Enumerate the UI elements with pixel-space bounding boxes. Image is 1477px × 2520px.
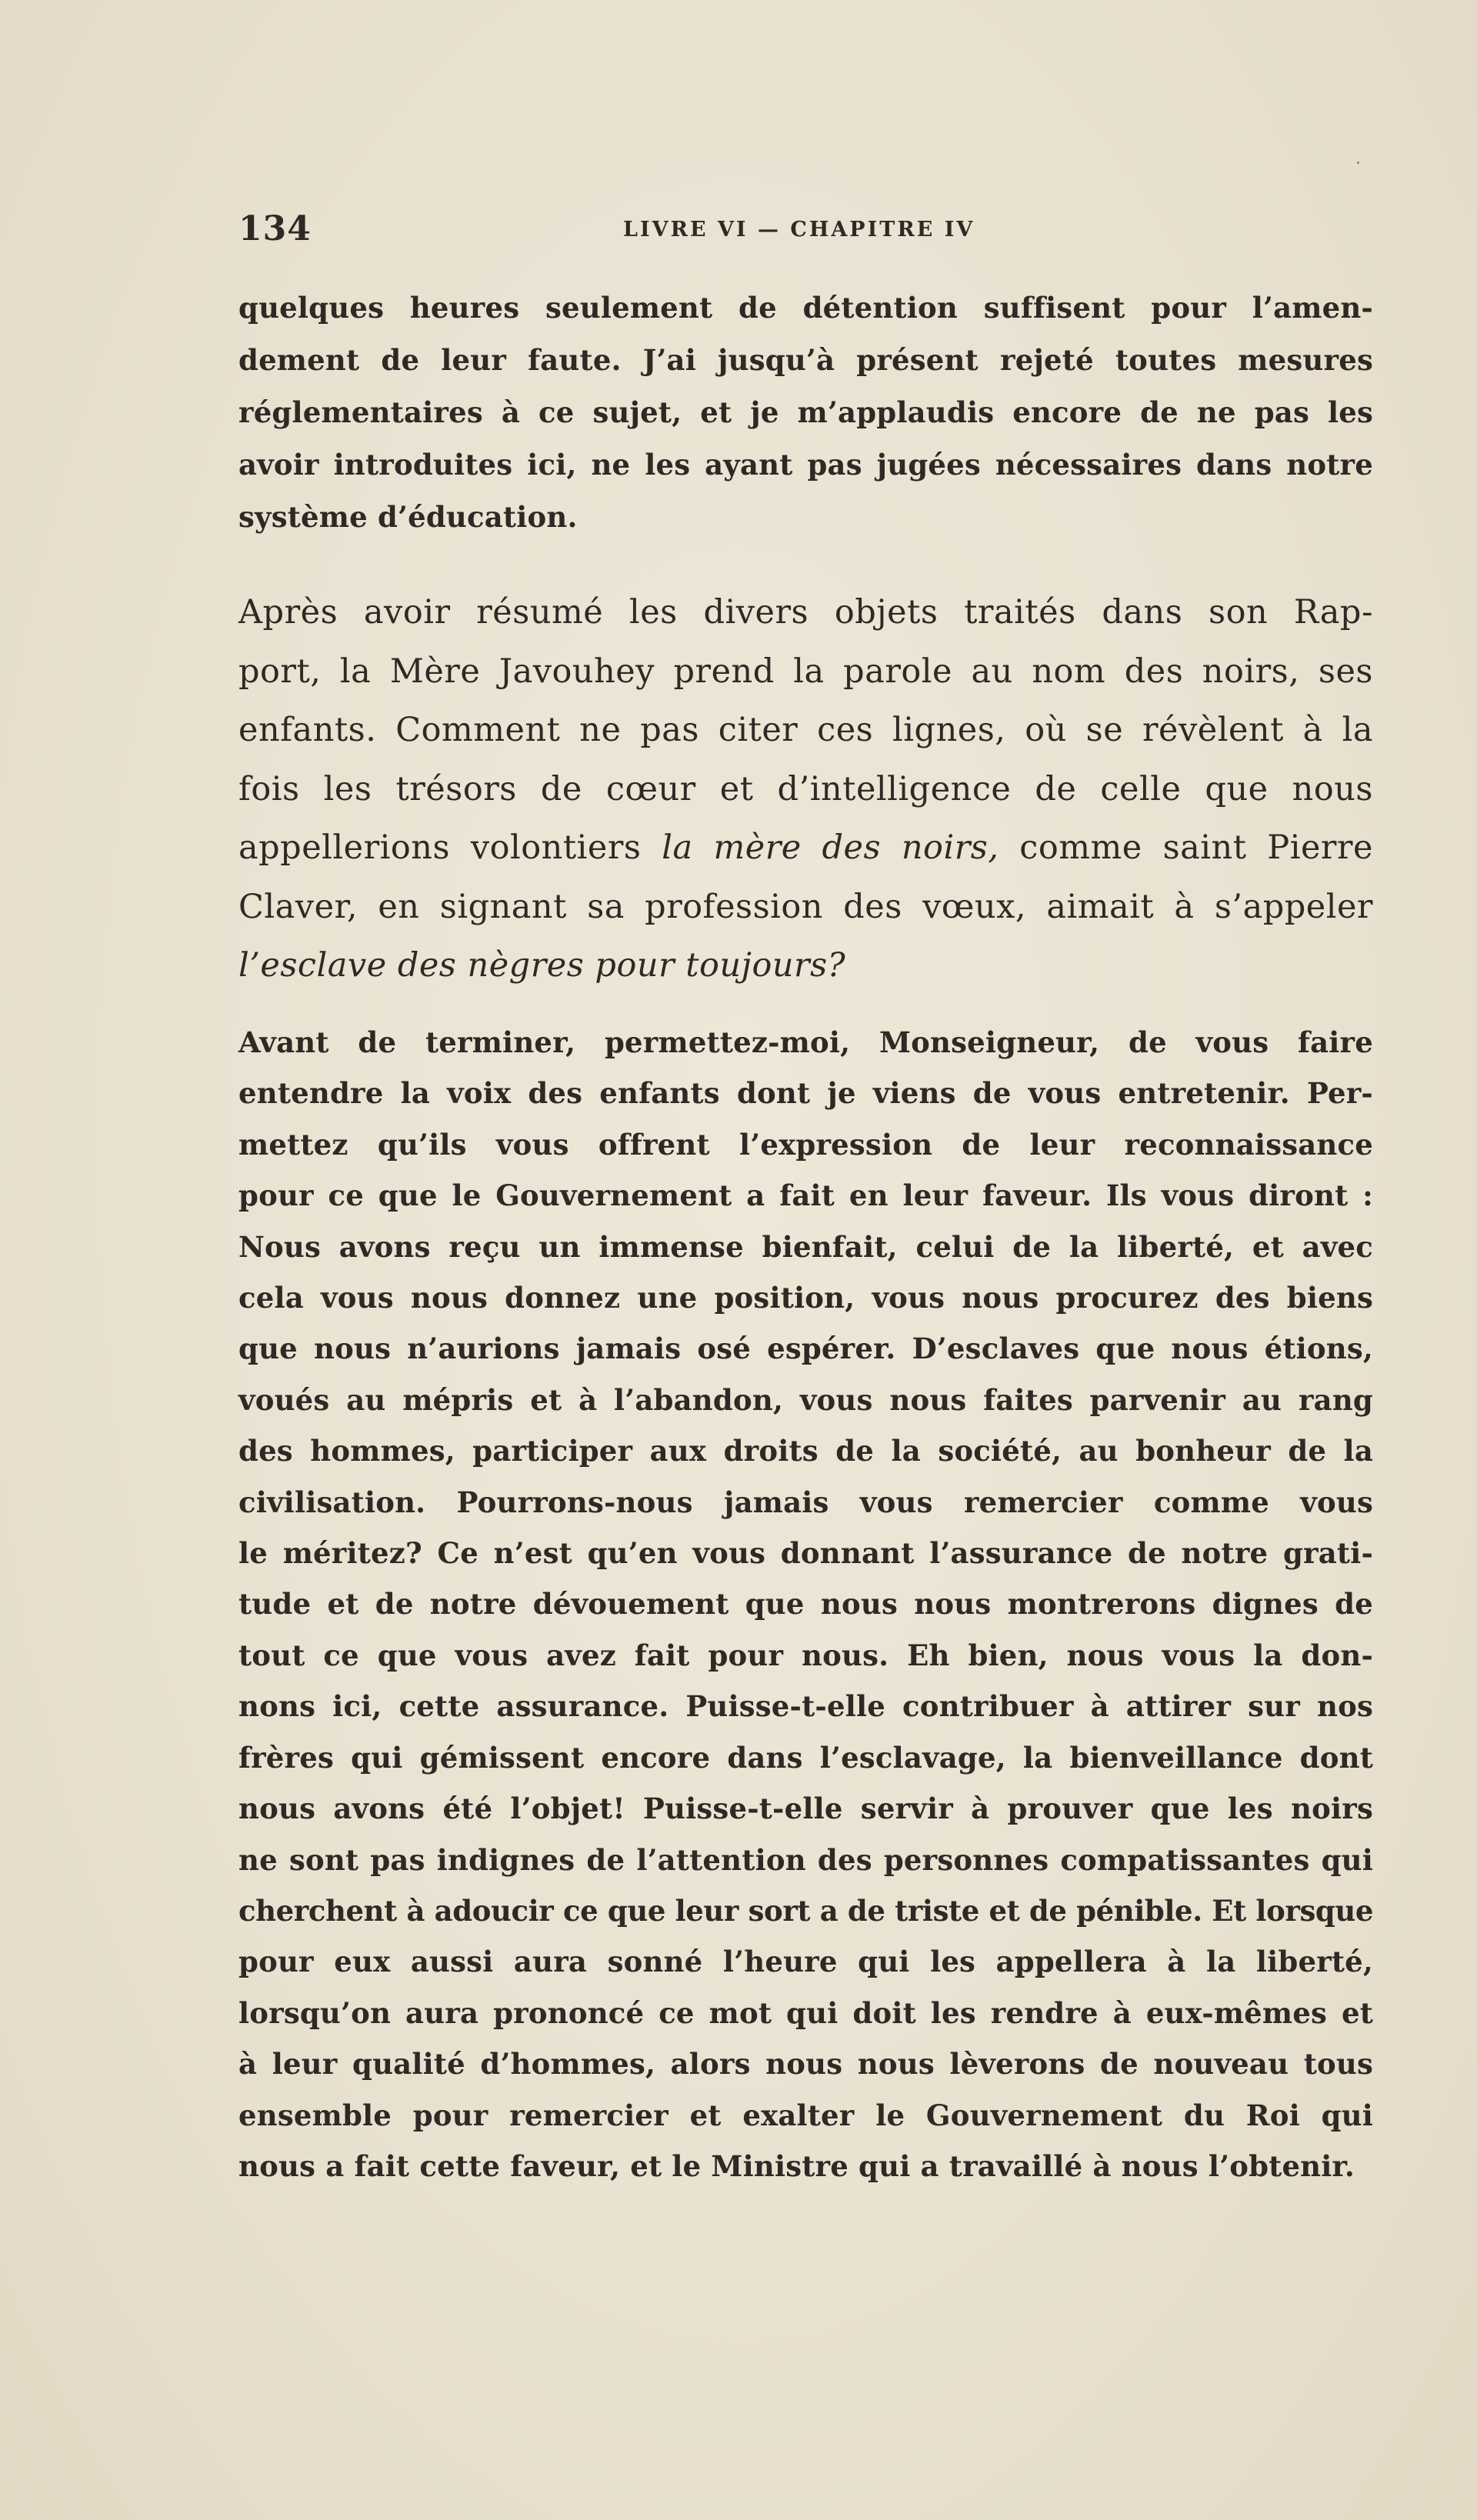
text-line: pour ce que le Gouvernement a fait en leur faveur. Ils vous diront : (238, 1178, 1373, 1213)
text-line: nous a fait cette faveur, et le Ministre qui a travaillé à nous l’obtenir. (238, 2148, 1355, 2183)
text-line: cela vous nous donnez une position, vous nous procurez des biens (238, 1281, 1373, 1315)
text-line: Après avoir résumé les divers objets traités dans son Rap- (238, 593, 1373, 632)
text-segment: appellerions volontiers (238, 828, 662, 867)
paper-speck (1357, 162, 1359, 164)
text-line: mettez qu’ils vous offrent l’expression de leur reconnaissance (238, 1127, 1373, 1162)
text-segment: comme saint Pierre (999, 828, 1373, 867)
text-line-italic (238, 936, 1373, 995)
text-line-with-italic (238, 818, 1373, 878)
page-header (238, 206, 1373, 252)
page-number: 134 (238, 209, 312, 248)
text-line: cherchent à adoucir ce que leur sort a de triste et de pénible. Et lorsque (238, 1893, 1373, 1928)
text-line: Avant de terminer, permettez-moi, Monseigneur, de vous faire (238, 1025, 1373, 1059)
text-line: frères qui gémissent encore dans l’esclavage, la bienveillance dont (238, 1740, 1373, 1775)
text-line: civilisation. Pourrons-nous jamais vous remercier comme vous (238, 1485, 1373, 1519)
quoted-letter (238, 1017, 1373, 2192)
italic-phrase: la mère des noirs, (662, 828, 999, 867)
text-line: nons ici, cette assurance. Puisse-t-elle contribuer à attirer sur nos (238, 1689, 1373, 1724)
text-line: nous avons été l’objet! Puisse-t-elle servir à prouver que les noirs (238, 1792, 1373, 1826)
text-line: ensemble pour remercier et exalter le Gouvernement du Roi qui (238, 2098, 1373, 2132)
text-line: fois les trésors de cœur et d’intelligence de celle que nous (238, 769, 1373, 808)
text-line: lorsqu’on aura prononcé ce mot qui doit les rendre à eux-mêmes et (238, 1995, 1373, 2030)
text-line: enfants. Comment ne pas citer ces lignes, où se révèlent à la (238, 711, 1373, 749)
text-line: tout ce que vous avez fait pour nous. Eh bien, nous vous la don- (238, 1638, 1373, 1672)
text-line: voués au mépris et à l’abandon, vous nous faites parvenir au rang (238, 1382, 1373, 1417)
text-line: dement de leur faute. J’ai jusqu’à présent rejeté toutes mesures (238, 343, 1373, 377)
text-line: des hommes, participer aux droits de la société, au bonheur de la (238, 1434, 1373, 1468)
text-line: tude et de notre dévouement que nous nous montrerons dignes de (238, 1587, 1373, 1622)
text-line: réglementaires à ce sujet, et je m’applaudis encore de ne pas les (238, 395, 1373, 429)
text-line: à leur qualité d’hommes, alors nous nous lèverons de nouveau tous (238, 2047, 1373, 2082)
text-line: que nous n’aurions jamais osé espérer. D’esclaves que nous étions, (238, 1332, 1373, 1366)
text-line: ne sont pas indignes de l’attention des personnes compatissantes qui (238, 1842, 1373, 1877)
text-line: le méritez? Ce n’est qu’en vous donnant l’assurance de notre grati- (238, 1536, 1373, 1571)
italic-phrase: l’esclave des nègres pour toujours? (238, 946, 846, 985)
text-line: port, la Mère Javouhey prend la parole au nom des noirs, ses (238, 652, 1373, 691)
narrative-paragraph (238, 583, 1373, 995)
text-line: Nous avons reçu un immense bienfait, celui de la liberté, et avec (238, 1229, 1373, 1264)
text-line: avoir introduites ici, ne les ayant pas jugées nécessaires dans notre (238, 448, 1373, 482)
text-line: entendre la voix des enfants dont je viens de vous entretenir. Per- (238, 1076, 1373, 1111)
running-head: LIVRE VI — CHAPITRE IV (623, 218, 975, 242)
text-line: système d’éducation. (238, 500, 578, 534)
quote-continuation (238, 282, 1373, 543)
text-line: pour eux aussi aura sonné l’heure qui les appellera à la liberté, (238, 1945, 1373, 1979)
text-line: quelques heures seulement de détention suffisent pour l’amen- (238, 291, 1373, 325)
text-line: Claver, en signant sa profession des vœux, aimait à s’appeler (238, 887, 1373, 926)
